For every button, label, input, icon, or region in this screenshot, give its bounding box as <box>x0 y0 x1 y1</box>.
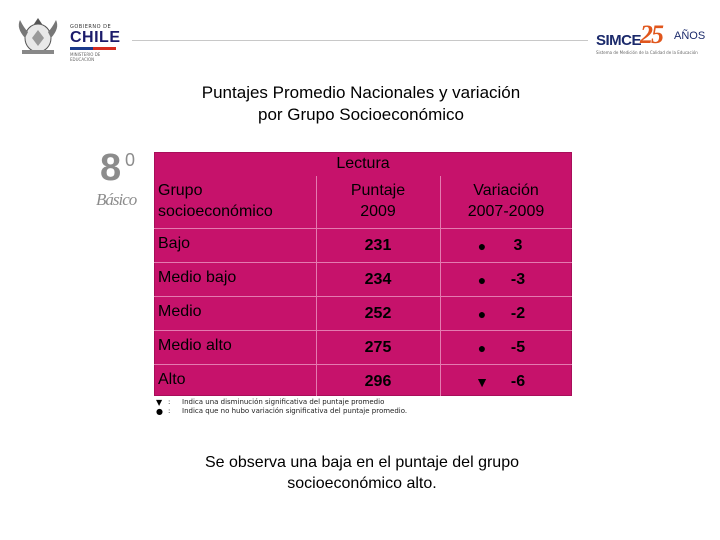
row-group-medio: Medio <box>158 303 202 320</box>
legend-colon: : <box>168 398 171 406</box>
row-group-medio-alto: Medio alto <box>158 337 232 354</box>
legend-item <box>156 398 407 407</box>
page-title <box>120 82 602 126</box>
row-group-bajo: Bajo <box>158 235 191 252</box>
grade-number: 8 <box>100 147 122 189</box>
decrease-icon: ▼ <box>475 374 489 390</box>
note-line-1: Se observa una baja en el puntaje del grupo <box>204 454 519 471</box>
row-variation-bajo: 3 <box>513 237 523 254</box>
column-header-group-line-2: socioeconómico <box>158 203 273 220</box>
row-variation-alto: -6 <box>510 373 526 390</box>
gobierno-de-chile-logo <box>70 24 122 62</box>
row-group-medio-bajo: Medio bajo <box>158 269 237 286</box>
row-group-alto: Alto <box>158 371 186 388</box>
column-header-variation-line-1: Variación <box>473 182 539 199</box>
column-header-variation-line-2: 2007-2009 <box>467 203 545 220</box>
row-divider <box>154 228 572 229</box>
column-divider-2 <box>440 176 441 396</box>
gobierno-sub-text: MINISTERIO DE EDUCACION <box>70 52 101 62</box>
title-line-2: por Grupo Socioeconómico <box>257 105 464 124</box>
legend-text: Indica que no hubo variación significativa del puntaje promedio. <box>182 407 408 415</box>
gobierno-country-text: CHILE <box>70 29 121 46</box>
simce-anos: AÑOS <box>674 30 706 42</box>
flag-bar <box>70 47 116 50</box>
grade-superscript: 0 <box>125 150 136 170</box>
column-header-variation <box>440 180 572 222</box>
grade-badge <box>94 148 152 218</box>
row-score-alto: 296 <box>364 373 392 390</box>
row-score-bajo: 231 <box>364 237 392 254</box>
column-header-score <box>316 180 440 222</box>
legend-text: Indica una disminución significativa del puntaje promedio <box>182 398 385 406</box>
no-change-icon: ● <box>477 340 487 356</box>
simce-sub: Sistema de Medición de la Calidad de la Educación <box>596 50 698 55</box>
row-score-medio-alto: 275 <box>364 339 392 356</box>
decrease-icon: ▼ <box>156 398 163 407</box>
simce-number: 25 <box>640 20 662 49</box>
row-divider <box>154 330 572 331</box>
row-divider <box>154 262 572 263</box>
simce-25-anos-logo <box>596 22 708 58</box>
row-variation-medio: -2 <box>510 305 526 322</box>
table-subject-header: Lectura <box>336 155 390 172</box>
gobierno-top-text: GOBIERNO DE <box>70 24 112 30</box>
row-variation-medio-alto: -5 <box>510 339 526 356</box>
title-line-1: Puntajes Promedio Nacionales y variación <box>201 83 521 102</box>
row-divider <box>154 296 572 297</box>
row-score-medio: 252 <box>364 305 392 322</box>
chile-coat-of-arms-logo <box>12 14 64 56</box>
grade-level: Básico <box>96 190 137 209</box>
no-change-icon: ● <box>156 407 163 416</box>
row-variation-medio-bajo: -3 <box>510 271 526 288</box>
row-divider <box>154 364 572 365</box>
note-line-2: socioeconómico alto. <box>287 475 437 492</box>
no-change-icon: ● <box>477 306 487 322</box>
column-header-score-line-1: Puntaje <box>350 182 406 199</box>
no-change-icon: ● <box>477 272 487 288</box>
column-header-score-line-2: 2009 <box>360 203 396 220</box>
legend-item <box>156 407 407 416</box>
table-legend <box>156 398 407 416</box>
conclusion-note <box>140 452 584 494</box>
simce-name: SIMCE <box>596 32 642 49</box>
header-divider <box>132 40 588 41</box>
column-header-group-line-1: Grupo <box>158 182 203 199</box>
row-score-medio-bajo: 234 <box>364 271 392 288</box>
legend-colon: : <box>168 407 171 415</box>
no-change-icon: ● <box>477 238 487 254</box>
column-header-group <box>158 180 273 222</box>
